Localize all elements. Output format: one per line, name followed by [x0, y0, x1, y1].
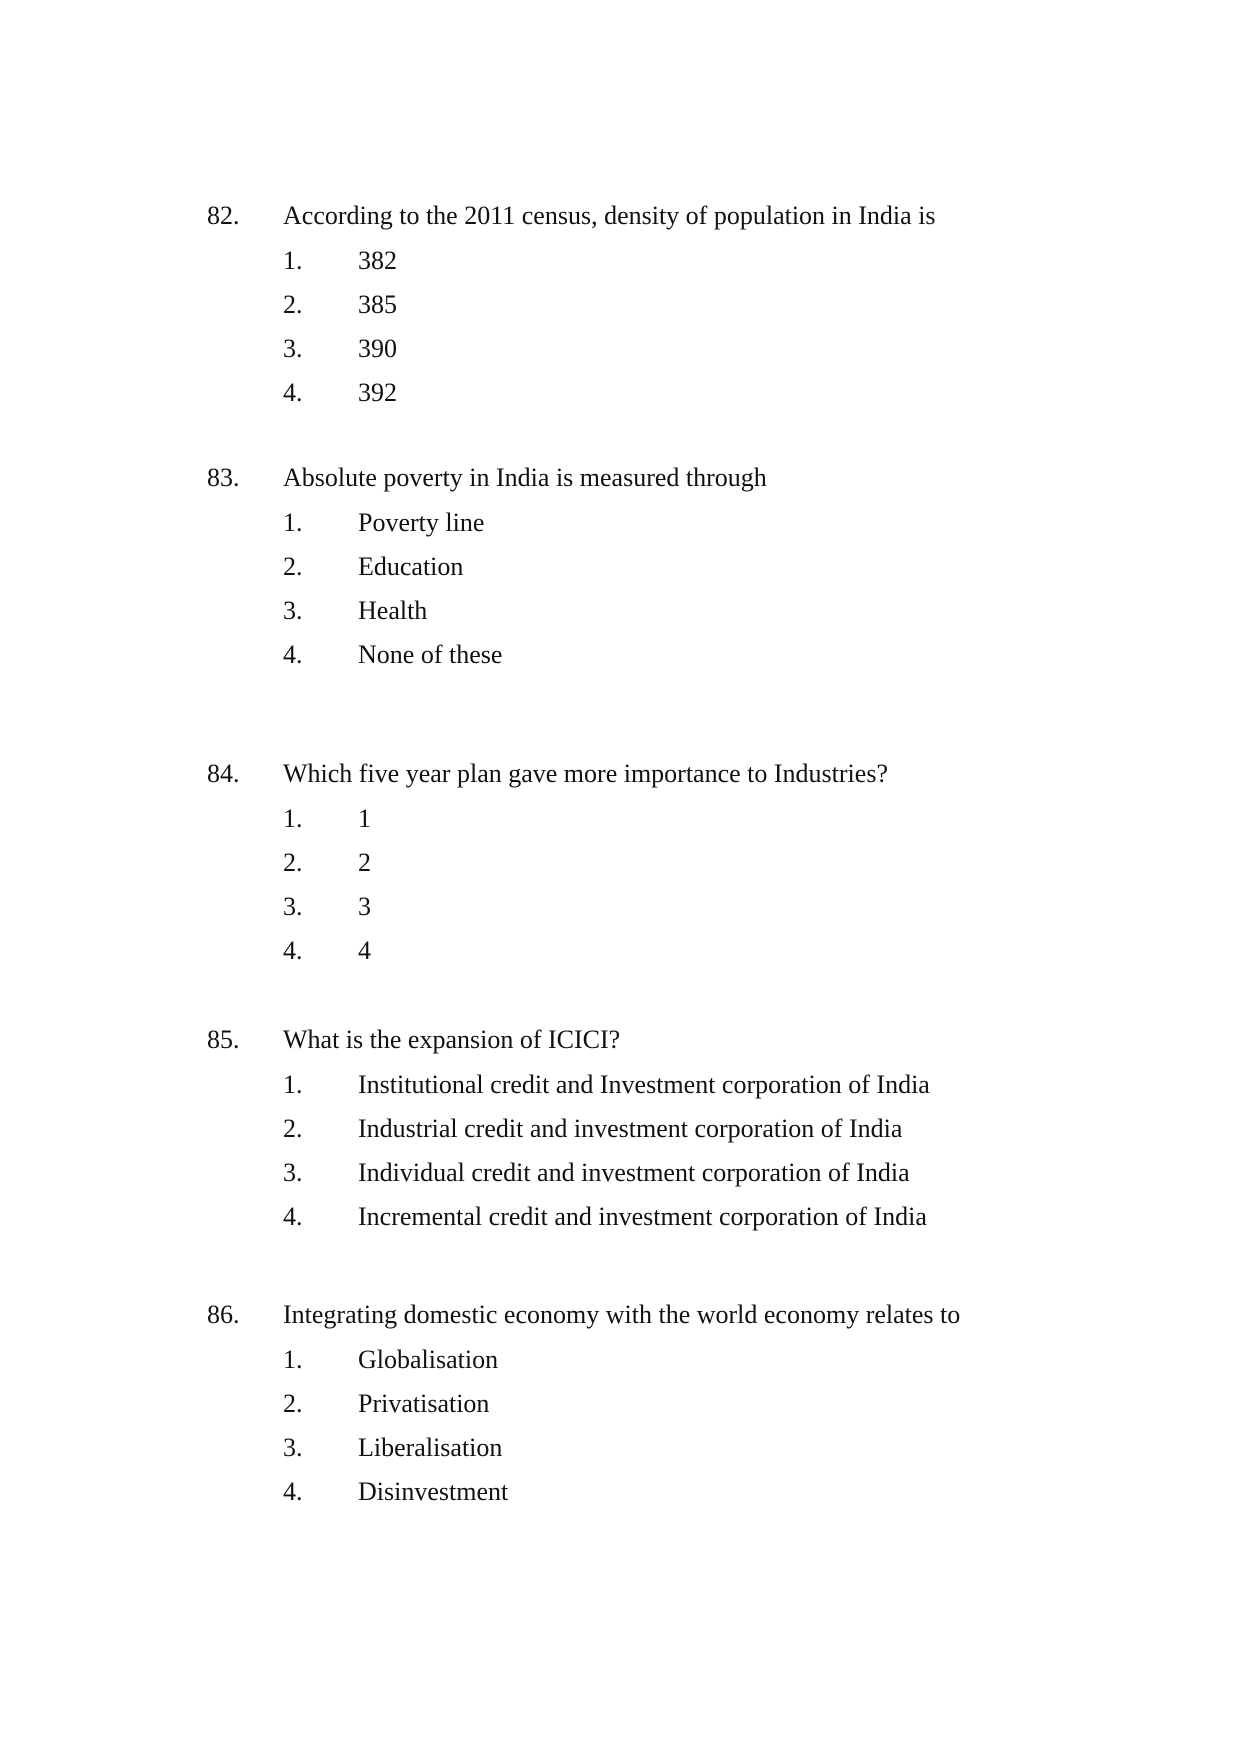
option-number: 4. [283, 1477, 303, 1506]
option-text: 392 [358, 378, 397, 407]
option-number: 2. [283, 552, 303, 581]
option-number: 3. [283, 596, 303, 625]
question-text: Absolute poverty in India is measured through [283, 463, 767, 492]
option-text: Globalisation [358, 1345, 499, 1374]
option-text: 385 [358, 290, 397, 319]
question-84 [207, 754, 1107, 973]
option-1 [207, 501, 1107, 545]
question-stem [207, 458, 1107, 498]
option-1 [207, 797, 1107, 841]
option-number: 2. [283, 848, 303, 877]
option-3 [207, 589, 1107, 633]
question-85 [207, 1020, 1107, 1239]
option-number: 4. [283, 1202, 303, 1231]
option-4 [207, 371, 1107, 415]
question-stem [207, 1020, 1107, 1060]
option-number: 2. [283, 1389, 303, 1418]
option-number: 4. [283, 640, 303, 669]
option-number: 1. [283, 246, 303, 275]
option-text: Disinvestment [358, 1477, 509, 1506]
question-86 [207, 1295, 1107, 1514]
option-text: Institutional credit and Investment corporation of India [358, 1070, 930, 1099]
option-2 [207, 841, 1107, 885]
question-number: 83. [207, 463, 240, 492]
option-list [207, 1063, 1107, 1239]
option-text: 382 [358, 246, 397, 275]
option-text: Privatisation [358, 1389, 490, 1418]
option-text: None of these [358, 640, 503, 669]
option-4 [207, 633, 1107, 677]
question-stem [207, 196, 1107, 236]
option-text: 4 [358, 936, 371, 965]
option-text: Liberalisation [358, 1433, 503, 1462]
question-number: 82. [207, 201, 240, 230]
question-text: What is the expansion of ICICI? [283, 1025, 621, 1054]
option-text: Individual credit and investment corporation of India [358, 1158, 910, 1187]
option-number: 3. [283, 1158, 303, 1187]
option-text: 3 [358, 892, 371, 921]
option-text: 2 [358, 848, 371, 877]
option-number: 4. [283, 936, 303, 965]
option-4 [207, 1195, 1107, 1239]
question-number: 86. [207, 1300, 240, 1329]
question-stem [207, 754, 1107, 794]
option-3 [207, 327, 1107, 371]
option-number: 4. [283, 378, 303, 407]
option-number: 3. [283, 892, 303, 921]
option-list [207, 1338, 1107, 1514]
question-83 [207, 458, 1107, 677]
option-2 [207, 545, 1107, 589]
option-list [207, 501, 1107, 677]
option-text: Incremental credit and investment corporation of India [358, 1202, 927, 1231]
option-number: 2. [283, 1114, 303, 1143]
option-3 [207, 885, 1107, 929]
question-text: Which five year plan gave more importance to Industries? [283, 759, 888, 788]
option-text: Education [358, 552, 464, 581]
option-number: 1. [283, 804, 303, 833]
option-3 [207, 1426, 1107, 1470]
option-4 [207, 929, 1107, 973]
option-text: Industrial credit and investment corporation of India [358, 1114, 903, 1143]
option-number: 1. [283, 1345, 303, 1374]
option-text: Poverty line [358, 508, 485, 537]
question-82 [207, 196, 1107, 415]
option-number: 1. [283, 1070, 303, 1099]
question-stem [207, 1295, 1107, 1335]
option-3 [207, 1151, 1107, 1195]
option-2 [207, 283, 1107, 327]
option-1 [207, 1338, 1107, 1382]
option-list [207, 797, 1107, 973]
option-1 [207, 239, 1107, 283]
option-1 [207, 1063, 1107, 1107]
option-list [207, 239, 1107, 415]
option-2 [207, 1382, 1107, 1426]
question-text: Integrating domestic economy with the world economy relates to [283, 1300, 961, 1329]
option-text: 390 [358, 334, 397, 363]
option-number: 3. [283, 1433, 303, 1462]
option-number: 2. [283, 290, 303, 319]
option-number: 1. [283, 508, 303, 537]
option-number: 3. [283, 334, 303, 363]
question-number: 85. [207, 1025, 240, 1054]
option-text: Health [358, 596, 428, 625]
option-2 [207, 1107, 1107, 1151]
option-text: 1 [358, 804, 371, 833]
question-text: According to the 2011 census, density of population in India is [283, 201, 936, 230]
option-4 [207, 1470, 1107, 1514]
question-number: 84. [207, 759, 240, 788]
